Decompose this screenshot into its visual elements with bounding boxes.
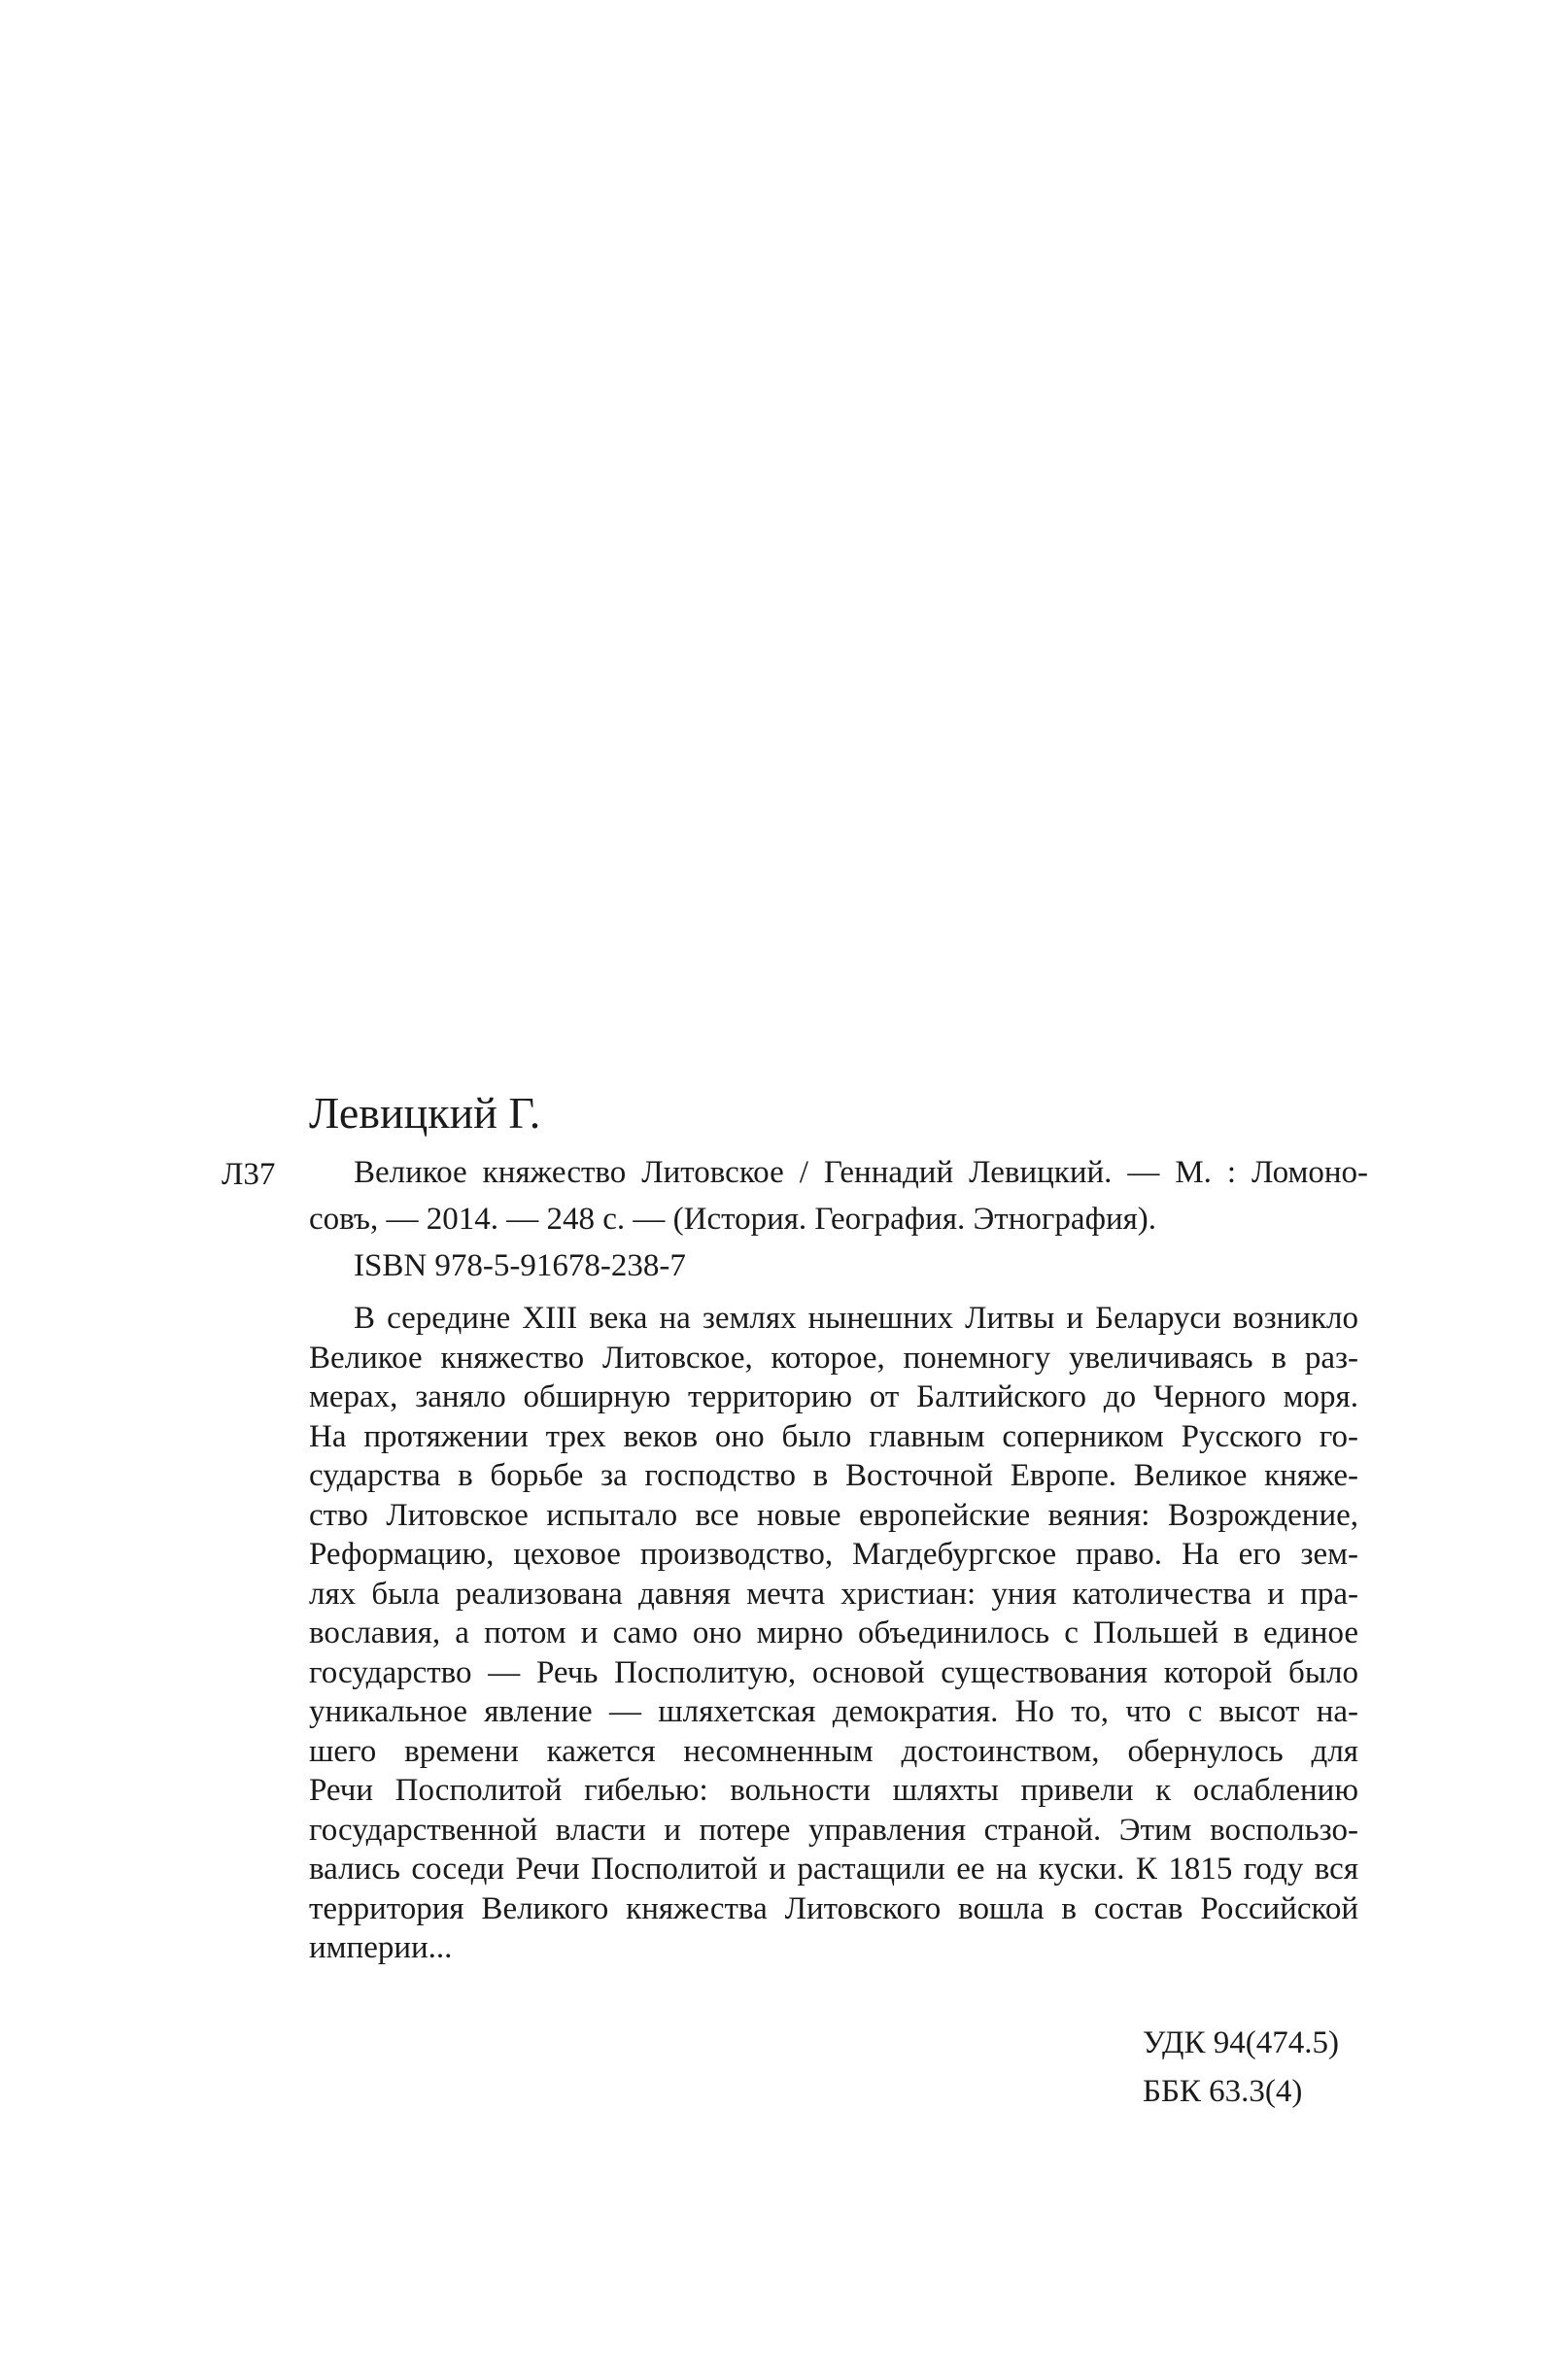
bibliographic-line: совъ, — 2014. — 248 с. — (История. География. Этнография). [309,1202,1157,1237]
bbk-code: ББК 63.3(4) [1143,2074,1303,2109]
annotation-line: Речи Посполитой гибелью: вольности шляхты привели к ослаблению [309,1773,1358,1808]
annotation-line: сударства в борьбе за господство в Восточной Европе. Великое княже- [309,1458,1358,1493]
annotation-line: государственной власти и потере управления страной. Этим воспользо- [309,1812,1358,1848]
annotation-line: вались соседи Речи Посполитой и растащили ее на куски. К 1815 году вся [309,1852,1358,1887]
annotation-line: империи... [309,1930,453,1965]
annotation-line: ство Литовское испытало все новые европейские веяния: Возрождение, [309,1497,1358,1533]
annotation-line: Великое княжество Литовское, которое, понемногу увеличиваясь в раз- [309,1340,1358,1376]
annotation-line: государство — Речь Посполитую, основой существования которой было [309,1654,1358,1690]
annotation-line: вославия, а потом и само оно мирно объединилось с Польшей в единое [309,1615,1358,1650]
shelf-mark: Л37 [222,1157,276,1192]
author-heading: Левицкий Г. [309,1088,541,1138]
annotation [309,1299,1358,1968]
annotation-line: уникальное явление — шляхетская демократия. Но то, что с высот на- [309,1694,1358,1729]
annotation-line: На протяжении трех веков оно было главным соперником Русского го- [309,1418,1358,1454]
annotation-line: территория Великого княжества Литовского вошла в состав Российской [309,1890,1358,1926]
annotation-line: шего времени кажется несомненным достоинством, обернулось для [309,1733,1358,1769]
bibliographic-record [309,1149,1368,1289]
annotation-line: Реформацию, цеховое производство, Магдебургское право. На его зем- [309,1537,1358,1572]
isbn: ISBN 978-5-91678-238-7 [354,1248,686,1283]
annotation-line: мерах, заняло обширную территорию от Балтийского до Черного моря. [309,1379,1358,1414]
bibliographic-line: Великое княжество Литовское / Геннадий Левицкий. — М. : Ломоно- [354,1155,1368,1190]
annotation-line: В середине XIII века на землях нынешних Литвы и Беларуси возникло [354,1301,1358,1336]
udk-code: УДК 94(474.5) [1143,2025,1340,2060]
classification-codes [1143,2019,1339,2116]
annotation-line: лях была реализована давняя мечта христиан: уния католичества и пра- [309,1576,1358,1612]
